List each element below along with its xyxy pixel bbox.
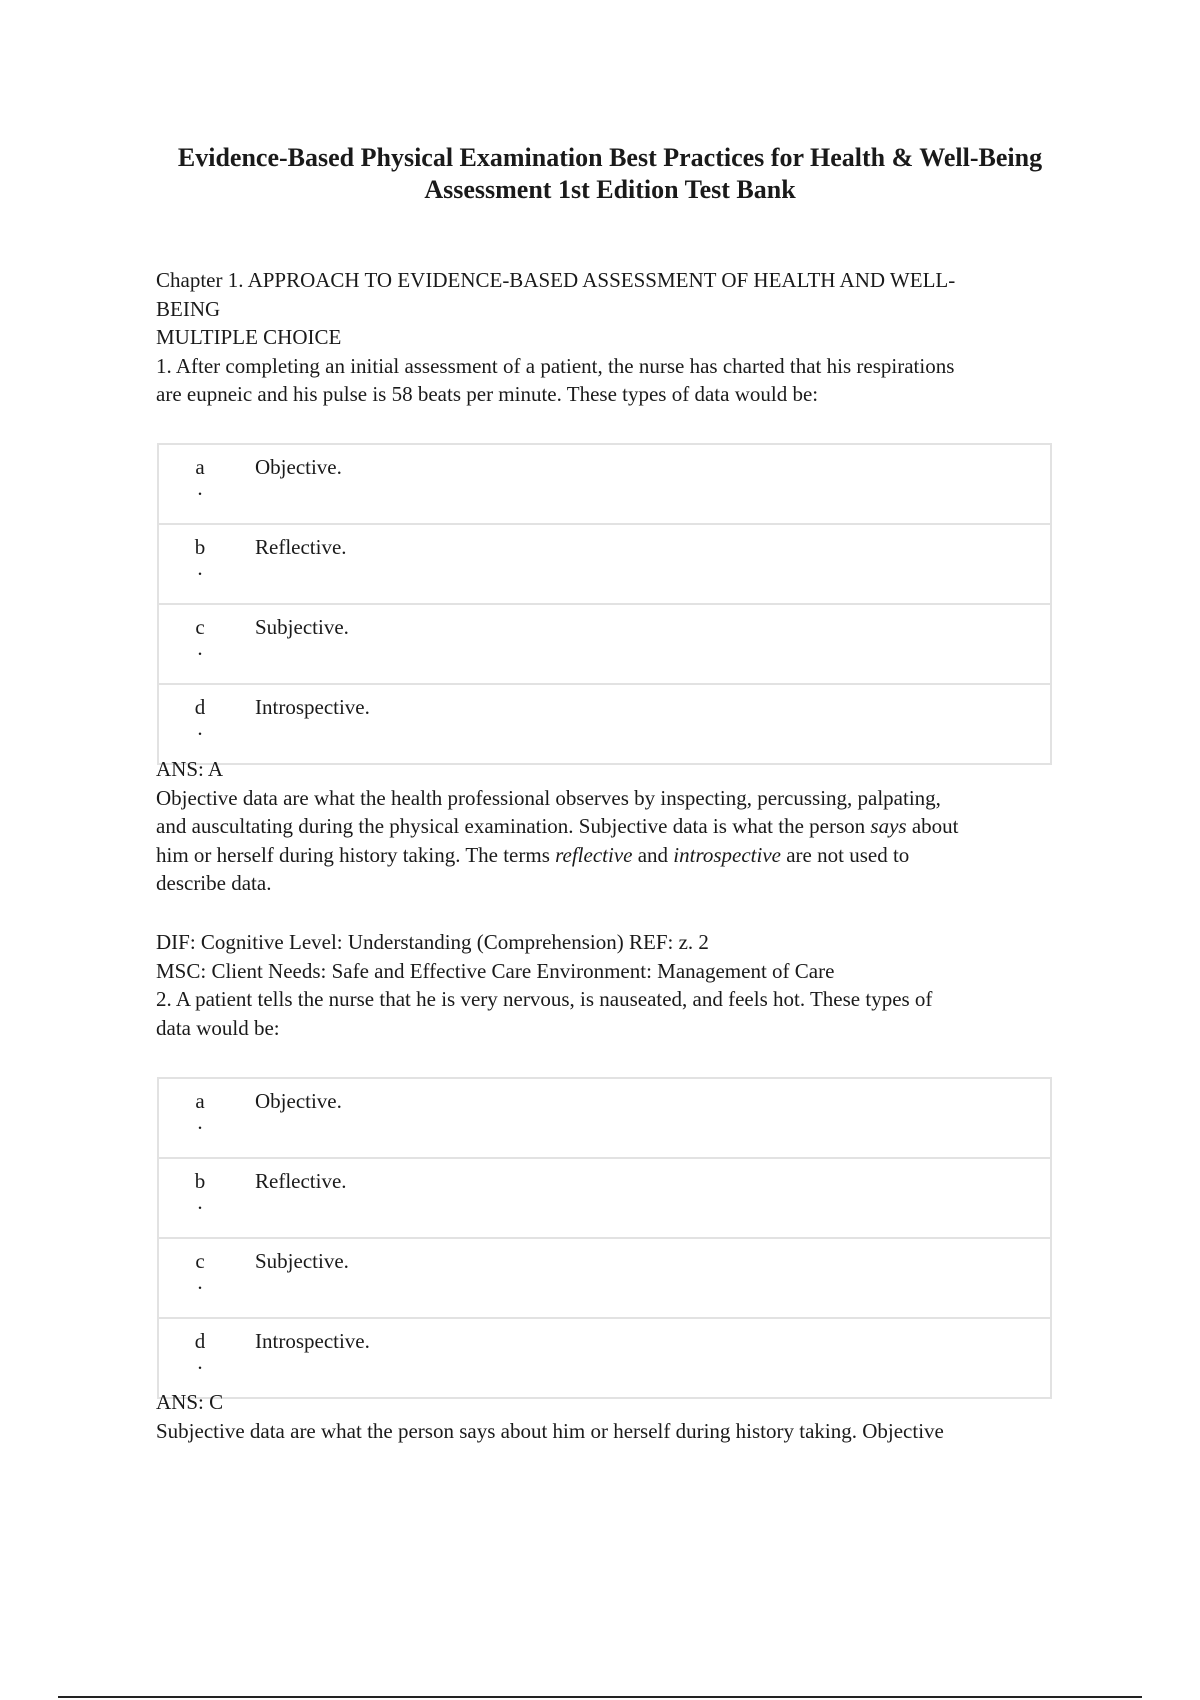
question-stem: are eupneic and his pulse is 58 beats per minute. These types of data would be: [156,382,819,406]
title-line: Assessment 1st Edition Test Bank [424,175,796,204]
option-dot: . [197,476,203,500]
title-line: Evidence-Based Physical Examination Best Practices for Health & Well-Being [177,143,1043,172]
option-text: Reflective. [241,524,1051,604]
metadata-block [156,928,1056,1042]
options-table [157,443,1052,765]
option-dot: . [197,1190,203,1214]
emphasis: reflective [555,842,633,867]
option-row[interactable] [158,1318,1051,1398]
rationale-line: describe data. [156,871,272,895]
option-text: Introspective. [241,684,1051,764]
document-title [140,142,1080,206]
chapter-line: Chapter 1. APPROACH TO EVIDENCE-BASED ASSESSMENT OF HEALTH AND WELL- [156,268,956,292]
option-letter: b [194,535,206,559]
option-dot: . [197,636,203,660]
section-heading: MULTIPLE CHOICE [156,325,342,349]
option-row[interactable] [158,684,1051,764]
answer-key: ANS: C [156,1390,224,1414]
option-text: Reflective. [241,1158,1051,1238]
option-letter: d [194,695,206,719]
chapter-heading [156,266,1056,409]
rationale-line: him or herself during history taking. The terms reflective and introspective are not used to [156,842,910,867]
answer-key: ANS: A [156,757,224,781]
rationale-line: Subjective data are what the person says about him or herself during history taking. Objective [156,1418,944,1443]
option-dot: . [197,1270,203,1294]
option-dot: . [197,716,203,740]
option-row[interactable] [158,1238,1051,1318]
question-stem: 1. After completing an initial assessment of a patient, the nurse has charted that his respirations [156,353,955,378]
option-row[interactable] [158,444,1051,524]
option-row[interactable] [158,1158,1051,1238]
page-bottom-rule [58,1696,1142,1698]
option-dot: . [197,556,203,580]
option-letter: a [195,1089,205,1113]
question-stem: 2. A patient tells the nurse that he is very nervous, is nauseated, and feels hot. These types of [156,987,933,1011]
client-needs-line: MSC: Client Needs: Safe and Effective Care Environment: Management of Care [156,958,835,983]
option-row[interactable] [158,524,1051,604]
option-row[interactable] [158,1078,1051,1158]
option-text: Subjective. [241,1238,1051,1318]
rationale-line: and auscultating during the physical examination. Subjective data is what the person says about [156,814,959,838]
options-table [157,1077,1052,1399]
option-text: Introspective. [241,1318,1051,1398]
rationale-line: Objective data are what the health professional observes by inspecting, percussing, palpating, [156,785,941,810]
answer-block [156,1388,1056,1445]
option-text: Objective. [255,455,342,479]
chapter-line: BEING [156,296,221,321]
option-dot: . [197,1350,203,1374]
option-letter: a [195,455,205,479]
option-text: Subjective. [241,604,1051,684]
option-letter: b [194,1169,206,1193]
difficulty-line: DIF: Cognitive Level: Understanding (Comprehension) REF: z. 2 [156,930,709,954]
option-row[interactable] [158,604,1051,684]
option-text: Objective. [255,1089,342,1113]
option-letter: d [194,1329,206,1353]
option-dot: . [197,1110,203,1134]
option-letter: c [195,615,205,639]
option-letter: c [195,1249,205,1273]
question-stem: data would be: [156,1015,280,1040]
answer-block [156,755,1056,898]
emphasis: says [870,814,907,838]
emphasis: introspective [673,842,781,867]
